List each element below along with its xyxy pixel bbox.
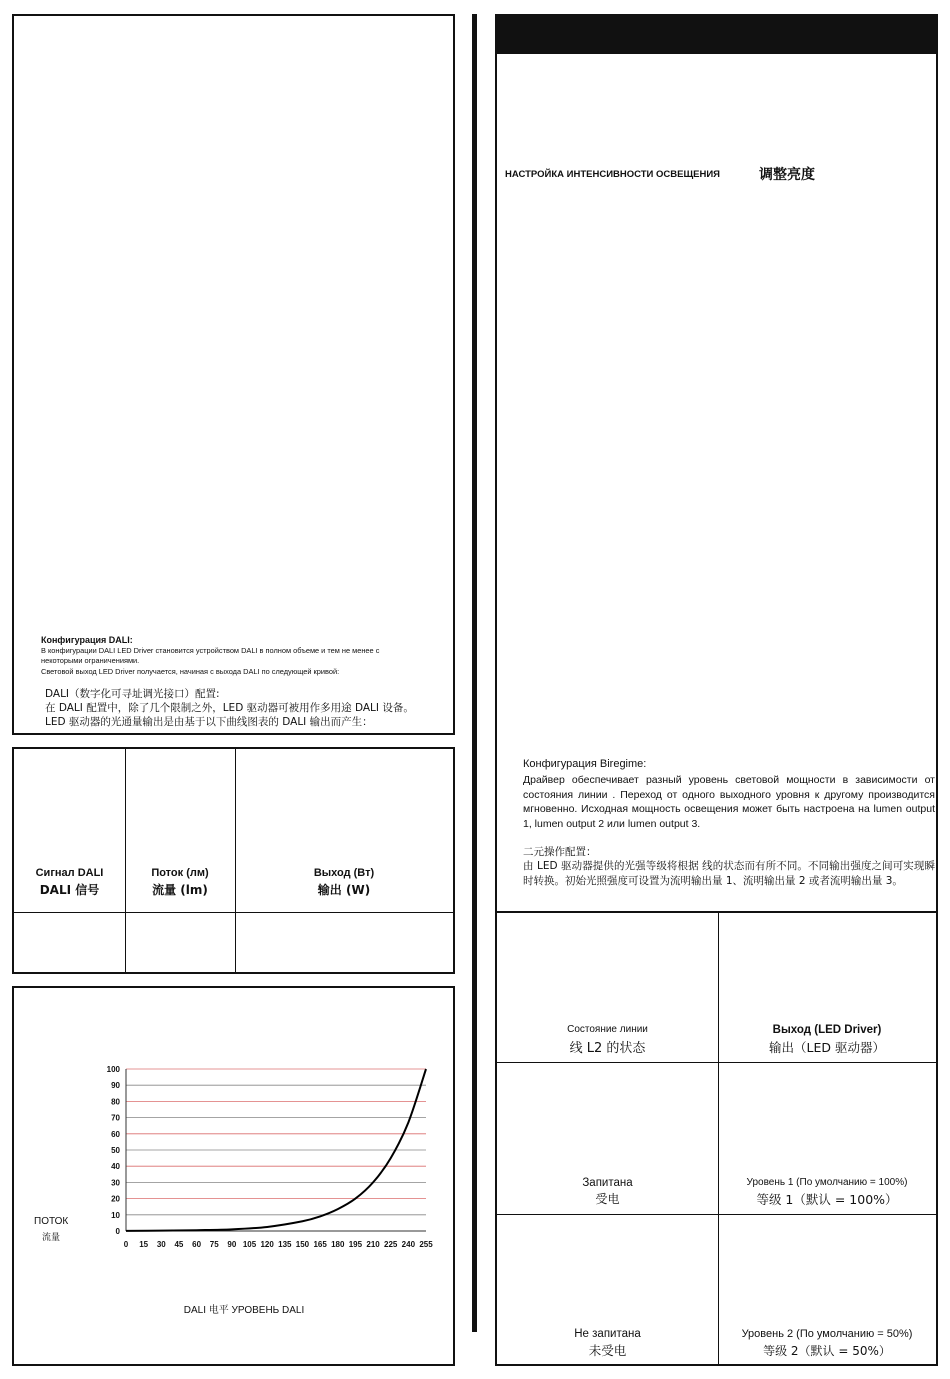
chart-x-tick-label: 120 <box>260 1240 274 1249</box>
chart-y-tick-label: 80 <box>111 1097 120 1107</box>
chart-y-tick-label: 0 <box>115 1227 120 1236</box>
cell-label-ru: Не запитана <box>574 1328 641 1340</box>
header-label-cn: 输出 (W) <box>317 883 371 897</box>
row2-line-state <box>497 1328 718 1359</box>
dali-signal-table <box>12 747 455 974</box>
table-col-divider <box>718 913 719 1364</box>
header-label-cn: DALI 信号 <box>39 883 100 897</box>
dimming-title-cn: 调整亮度 <box>759 167 815 183</box>
chart-x-tick-label: 255 <box>419 1240 433 1249</box>
table-header-divider <box>14 912 453 913</box>
header-label-ru: Выход (LED Driver) <box>772 1024 882 1036</box>
chart-y-tick-label: 50 <box>111 1146 120 1155</box>
chart-x-tick-label: 105 <box>242 1240 257 1249</box>
row2-output <box>718 1328 936 1359</box>
chart-x-tick-label: 165 <box>313 1240 327 1249</box>
dali-config-ru-title: Конфигурация DALI: <box>41 635 133 645</box>
dali-config-ru-line1: В конфигурации DALI LED Driver становится устройством DALI в полном объеме и тем не менее с <box>41 646 380 655</box>
chart-x-tick-label: 15 <box>139 1240 149 1249</box>
chart-x-tick-label: 75 <box>209 1240 219 1249</box>
chart-x-tick-label: 240 <box>401 1240 416 1249</box>
chart-x-tick-label: 60 <box>192 1240 202 1249</box>
chart-x-tick-label: 225 <box>384 1240 398 1249</box>
chart-y-tick-label: 20 <box>111 1194 120 1204</box>
row1-line-state <box>497 1177 718 1207</box>
cell-label-ru: Запитана <box>582 1177 633 1189</box>
table-row-divider-1 <box>497 1062 936 1063</box>
chart-y-tick-label: 60 <box>111 1129 120 1139</box>
header-label-ru: Сигнал DALI <box>35 867 104 879</box>
chart-x-tick-label: 30 <box>156 1240 166 1249</box>
chart-x-tick-label: 90 <box>227 1240 237 1249</box>
chart-y-tick-label: 70 <box>111 1113 120 1123</box>
table-col-divider-1 <box>125 749 126 972</box>
chart-x-tick-label: 210 <box>366 1240 380 1249</box>
biregime-cn-title: 二元操作配置： <box>523 846 597 858</box>
chart-ylabel-ru: ПОТОК <box>34 1216 69 1227</box>
column-divider <box>472 14 477 1332</box>
dali-curve-chart-panel <box>12 986 455 1366</box>
chart-x-tick-label: 135 <box>278 1240 292 1249</box>
table-header-dali-signal <box>14 867 125 898</box>
table-header-output <box>235 867 453 898</box>
header-label-cn: 流量 (lm) <box>152 883 208 897</box>
biregime-cn-text: 由 LED 驱动器提供的光强等级将根据 线的状态而有所不同。不同输出强度之间可实现瞬时转换。初始光照强度可设置为流明输出量 1、流明输出量 2 或者流明输出量 3。 <box>523 860 935 887</box>
chart-x-tick-label: 0 <box>123 1240 129 1249</box>
chart-ylabel-cn: 流量 <box>42 1233 61 1243</box>
header-label-ru: Выход (Вт) <box>313 867 375 879</box>
table-col-divider-2 <box>235 749 236 972</box>
table-row-divider-2 <box>497 1214 936 1215</box>
chart-y-tick-label: 90 <box>111 1081 120 1091</box>
chart-x-tick-label: 45 <box>174 1240 184 1249</box>
row1-output <box>718 1177 936 1208</box>
cell-label-cn: 受电 <box>595 1192 620 1206</box>
dali-config-panel <box>12 14 455 735</box>
cell-label-ru: Уровень 1 (По умолчанию = 100%) <box>746 1177 908 1188</box>
dali-config-ru-line3: Световой выход LED Driver получается, начиная с выхода DALI по следующей кривой: <box>41 667 340 676</box>
dimming-title-ru: НАСТРОЙКА ИНТЕНСИВНОСТИ ОСВЕЩЕНИЯ <box>505 169 721 180</box>
header-line-state <box>497 1024 718 1056</box>
cell-label-cn: 等级 2（默认 = 50%） <box>763 1344 891 1358</box>
dali-config-cn-line1: 在 DALI 配置中，除了几个限制之外，LED 驱动器可被用作多用途 DALI 设备。 <box>45 702 414 714</box>
panel-header-bar <box>497 16 936 54</box>
biregime-text: Драйвер обеспечивает разный уровень световой мощности в зависимости от состояния линии . Переход от одного выходного уровня к другому производится мгновенно. Исходная мощность освещения может быть настроена на lumen output 1, lumen output 2 или lumen output 3. <box>523 774 935 830</box>
header-label-ru: Состояние линии <box>567 1024 648 1035</box>
chart-y-tick-label: 10 <box>111 1210 120 1220</box>
cell-label-cn: 未受电 <box>588 1343 627 1358</box>
header-output <box>718 1024 936 1056</box>
cell-label-cn: 等级 1（默认 = 100%） <box>756 1192 898 1207</box>
dali-config-ru-line2: некоторыми ограничениями. <box>41 656 140 665</box>
dimming-panel <box>495 14 938 913</box>
header-label-cn: 线 L2 的状态 <box>569 1041 646 1056</box>
chart-x-tick-label: 195 <box>348 1240 363 1249</box>
chart-x-tick-label: 180 <box>331 1240 345 1249</box>
header-label-cn: 输出（LED 驱动器） <box>769 1040 885 1055</box>
chart-y-tick-label: 100 <box>106 1065 120 1074</box>
biregime-title: Конфигурация Biregime: <box>523 758 647 770</box>
chart-y-tick-label: 30 <box>111 1178 120 1188</box>
header-label-ru: Поток (лм) <box>151 867 209 879</box>
table-header-flux <box>125 867 235 898</box>
dali-config-cn-line2: LED 驱动器的光通量输出是由基于以下曲线图表的 DALI 输出而产生： <box>45 716 373 728</box>
line-state-table <box>495 911 938 1366</box>
chart-x-tick-label: 150 <box>295 1240 310 1249</box>
cell-label-ru: Уровень 2 (По умолчанию = 50%) <box>741 1328 913 1340</box>
chart-xlabel: DALI 电平 УРОВЕНЬ DALI <box>183 1305 305 1316</box>
chart-y-tick-label: 40 <box>111 1162 120 1172</box>
dali-config-cn-title: DALI（数字化可寻址调光接口）配置: <box>45 688 220 700</box>
